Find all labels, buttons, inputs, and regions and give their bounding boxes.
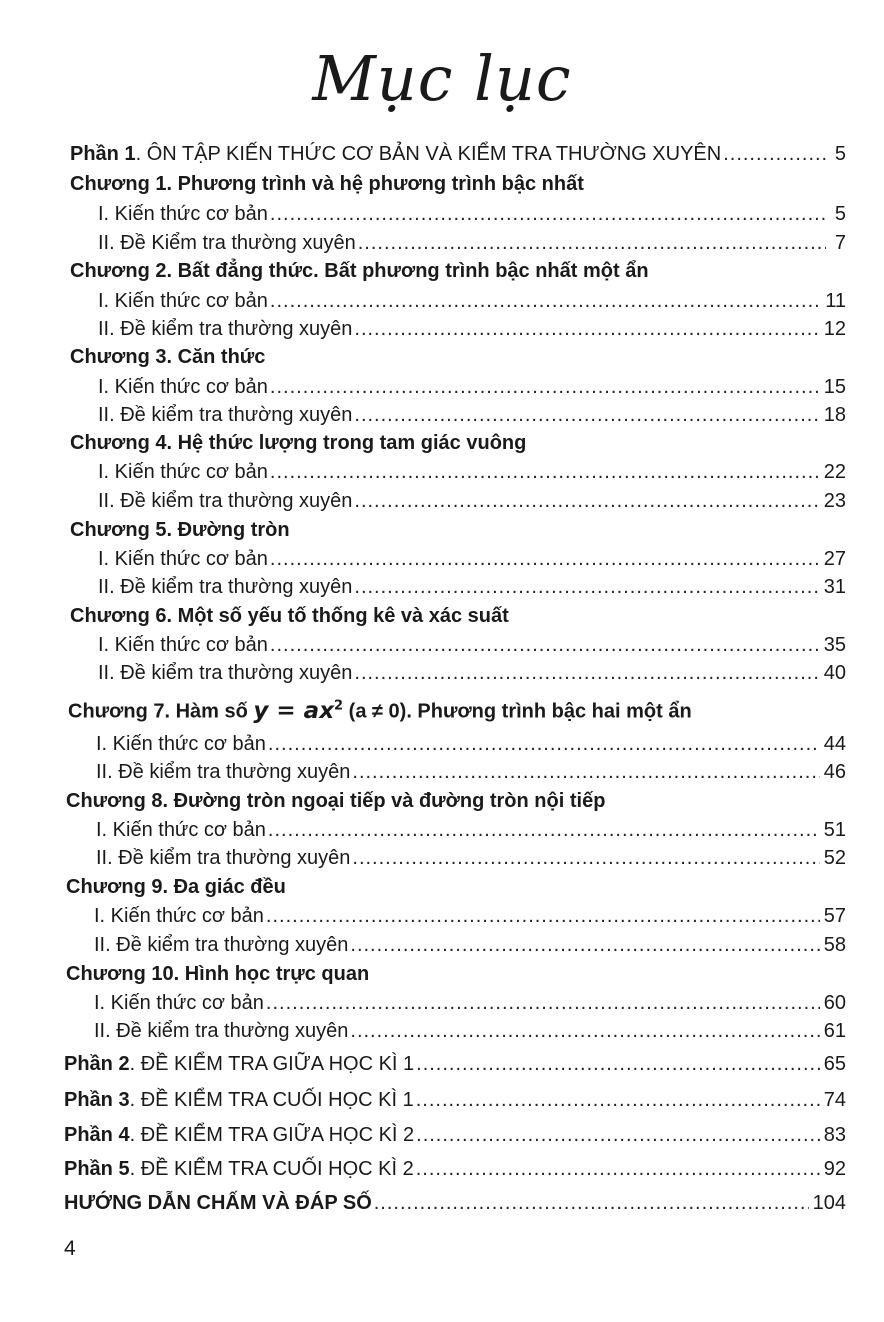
leader-dots (416, 1156, 820, 1182)
entry-label: I. Kiến thức cơ bản (98, 290, 268, 312)
chapter-heading-4[interactable]: Chương 4. Hệ thức lượng trong tam giác vuông (70, 432, 527, 454)
toc-entry[interactable] (98, 488, 846, 514)
toc-entry[interactable] (98, 660, 846, 686)
toc-entry[interactable] (96, 759, 846, 785)
part-title: . ĐỀ KIỂM TRA CUỐI HỌC KÌ 1 (129, 1089, 414, 1111)
entry-label: II. Đề kiểm tra thường xuyên (98, 318, 353, 340)
leader-dots (350, 1018, 819, 1044)
leader-dots (270, 201, 826, 227)
part-prefix: Phần 4 (64, 1124, 130, 1146)
formula-main: y = ax (253, 697, 335, 724)
toc-entry[interactable] (94, 903, 846, 929)
leader-dots (416, 1087, 820, 1113)
chapter-heading-3[interactable]: Chương 3. Căn thức (70, 346, 266, 368)
toc-entry-part-3[interactable] (64, 1087, 846, 1113)
leader-dots (358, 230, 826, 256)
entry-label: II. Đề kiểm tra thường xuyên (96, 761, 351, 783)
page-ref: 51 (823, 819, 846, 841)
page-ref: 11 (825, 290, 846, 312)
chapter-heading-5[interactable]: Chương 5. Đường tròn (70, 519, 290, 541)
page-ref: 23 (823, 490, 846, 512)
page-ref: 65 (823, 1053, 846, 1075)
page-ref: 22 (823, 461, 846, 483)
page-ref: 44 (823, 733, 846, 755)
toc-entry[interactable] (98, 632, 846, 658)
toc-entry[interactable] (98, 402, 846, 428)
toc-entry[interactable] (98, 316, 846, 342)
page-ref: 31 (823, 576, 846, 598)
entry-label: I. Kiến thức cơ bản (96, 733, 266, 755)
entry-label: II. Đề kiểm tra thường xuyên (98, 404, 353, 426)
entry-label: I. Kiến thức cơ bản (94, 905, 264, 927)
page-ref: 61 (823, 1020, 846, 1042)
entry-label: I. Kiến thức cơ bản (96, 819, 266, 841)
page-ref: 104 (812, 1192, 846, 1214)
page-ref: 46 (823, 761, 846, 783)
page-ref: 15 (823, 376, 846, 398)
toc-entry[interactable] (98, 230, 846, 256)
toc-entry[interactable] (98, 546, 846, 572)
page-ref: 27 (823, 548, 846, 570)
page-ref: 57 (823, 905, 846, 927)
toc-entry[interactable] (96, 817, 846, 843)
toc-entry[interactable] (98, 459, 846, 485)
leader-dots (354, 488, 819, 514)
leader-dots (416, 1051, 820, 1077)
page-ref: 40 (823, 662, 846, 684)
leader-dots (270, 459, 820, 485)
leader-dots (354, 574, 819, 600)
leader-dots (352, 759, 819, 785)
toc-entry[interactable] (98, 374, 846, 400)
entry-label: II. Đề kiểm tra thường xuyên (98, 662, 353, 684)
leader-dots (352, 845, 819, 871)
page-ref: 60 (823, 992, 846, 1014)
page-ref: 58 (823, 934, 846, 956)
leader-dots (266, 903, 820, 929)
toc-entry[interactable] (96, 845, 846, 871)
leader-dots (266, 990, 820, 1016)
entry-label: II. Đề Kiểm tra thường xuyên (98, 232, 356, 254)
leader-dots (374, 1190, 809, 1216)
entry-label: II. Đề kiểm tra thường xuyên (98, 490, 353, 512)
leader-dots (268, 817, 820, 843)
toc-entry[interactable] (98, 288, 846, 314)
page-number: 4 (64, 1237, 76, 1260)
page-ref: 7 (834, 232, 846, 254)
entry-label: I. Kiến thức cơ bản (98, 634, 268, 656)
toc-entry[interactable] (94, 932, 846, 958)
toc-entry-part-4[interactable] (64, 1122, 846, 1148)
chapter-heading-2[interactable]: Chương 2. Bất đẳng thức. Bất phương trình bậc nhất một ẩn (70, 260, 649, 282)
toc-entry[interactable] (98, 574, 846, 600)
chapter-heading-7[interactable] (68, 693, 692, 725)
part-prefix: Phần 2 (64, 1053, 130, 1075)
part-prefix: Phần 1 (70, 143, 136, 165)
leader-dots (354, 660, 819, 686)
toc-entry[interactable] (94, 990, 846, 1016)
chapter-heading-6[interactable]: Chương 6. Một số yếu tố thống kê và xác suất (70, 605, 509, 627)
chapter-heading-1[interactable]: Chương 1. Phương trình và hệ phương trình bậc nhất (70, 173, 584, 195)
answers-title: HƯỚNG DẪN CHẤM VÀ ĐÁP SỐ (64, 1192, 372, 1214)
page-ref: 12 (823, 318, 846, 340)
formula-exponent: 2 (334, 698, 344, 713)
entry-label: I. Kiến thức cơ bản (94, 992, 264, 1014)
leader-dots (354, 402, 819, 428)
entry-label: I. Kiến thức cơ bản (98, 376, 268, 398)
formula-condition: (a ≠ 0) (348, 700, 407, 723)
entry-label: I. Kiến thức cơ bản (98, 461, 268, 483)
toc-entry-part-2[interactable] (64, 1051, 846, 1077)
page-ref: 74 (823, 1089, 846, 1111)
chapter-title-suffix: . Phương trình bậc hai một ẩn (406, 700, 692, 723)
leader-dots (350, 932, 819, 958)
toc-entry-part-5[interactable] (64, 1156, 846, 1182)
entry-label: II. Đề kiểm tra thường xuyên (94, 1020, 349, 1042)
toc-entry-part-1[interactable] (70, 141, 846, 167)
leader-dots (268, 731, 820, 757)
toc-entry[interactable] (98, 201, 846, 227)
page-title: Mục lục (312, 42, 572, 115)
leader-dots (270, 374, 820, 400)
part-title: . ĐỀ KIỂM TRA GIỮA HỌC KÌ 2 (129, 1124, 415, 1146)
leader-dots (723, 141, 826, 167)
part-title: . ĐỀ KIỂM TRA CUỐI HỌC KÌ 2 (129, 1158, 414, 1180)
leader-dots (270, 546, 820, 572)
toc-entry[interactable] (94, 1018, 846, 1044)
page-ref: 92 (823, 1158, 846, 1180)
formula (253, 698, 343, 724)
chapter-title-prefix: Chương 7. Hàm số (68, 700, 248, 723)
entry-label: II. Đề kiểm tra thường xuyên (96, 847, 351, 869)
page-ref: 18 (823, 404, 846, 426)
part-prefix: Phần 5 (64, 1158, 130, 1180)
page-ref: 35 (823, 634, 846, 656)
entry-label: I. Kiến thức cơ bản (98, 548, 268, 570)
toc-entry-answers[interactable] (64, 1190, 846, 1216)
leader-dots (270, 632, 820, 658)
toc-entry[interactable] (96, 731, 846, 757)
chapter-heading-8[interactable]: Chương 8. Đường tròn ngoại tiếp và đường tròn nội tiếp (66, 790, 606, 812)
entry-label: I. Kiến thức cơ bản (98, 203, 268, 225)
chapter-heading-10[interactable]: Chương 10. Hình học trực quan (66, 963, 370, 985)
page-ref: 5 (834, 143, 846, 165)
page-ref: 5 (834, 203, 846, 225)
chapter-heading-9[interactable]: Chương 9. Đa giác đều (66, 876, 286, 898)
entry-label: II. Đề kiểm tra thường xuyên (94, 934, 349, 956)
part-title: . ĐỀ KIỂM TRA GIỮA HỌC KÌ 1 (129, 1053, 415, 1075)
page-ref: 83 (823, 1124, 846, 1146)
page-ref: 52 (823, 847, 846, 869)
entry-label: II. Đề kiểm tra thường xuyên (98, 576, 353, 598)
leader-dots (416, 1122, 820, 1148)
leader-dots (354, 316, 819, 342)
part-prefix: Phần 3 (64, 1089, 130, 1111)
leader-dots (270, 288, 821, 314)
part-title: . ÔN TẬP KIẾN THỨC CƠ BẢN VÀ KIỂM TRA THƯỜNG XUYÊN (135, 143, 722, 165)
